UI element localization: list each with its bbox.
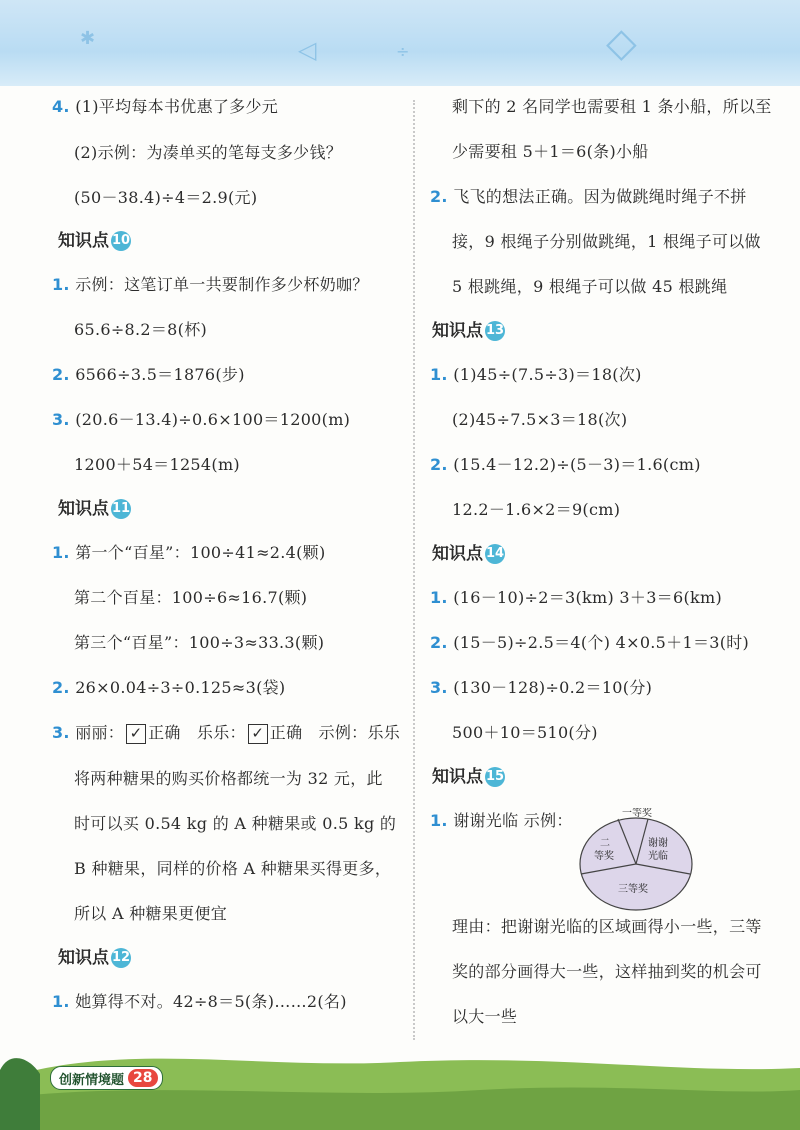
question-number: 1.: [430, 365, 448, 384]
question-number: 2.: [52, 678, 70, 697]
footer-section-label: 创新情境题: [59, 1072, 125, 1088]
k13-q1: [430, 365, 780, 385]
question-number: 2.: [430, 455, 448, 474]
section-number-badge: 11: [111, 499, 131, 519]
answer-text: 示例：乐乐: [318, 723, 401, 742]
answer-text: (20.6－13.4)÷0.6×100＝1200(m): [75, 410, 351, 429]
answer-text: 乐乐：: [196, 723, 246, 742]
question-number: 2.: [52, 365, 70, 384]
section-number-badge: 14: [485, 544, 505, 564]
answer-text: 正确: [269, 723, 303, 742]
section-heading-13: [432, 320, 780, 342]
k11-q1: [52, 543, 402, 563]
k10-q3-calc: 1200＋54＝1254(m): [74, 455, 240, 474]
answer-text: 她算得不对。42÷8＝5(条)……2(名): [75, 991, 347, 1011]
answer-2-line-2: 接，9 根绳子分别做跳绳，1 根绳子可以做: [452, 232, 761, 251]
k11-q2: [52, 678, 402, 698]
k15-reason-line-2: 奖的部分画得大一些，这样抽到奖的机会可: [452, 962, 762, 981]
question-number: 2.: [430, 633, 448, 652]
answer-text: (130－128)÷0.2＝10(分): [453, 678, 653, 697]
k13-q1-line-2: (2)45÷7.5×3＝18(次): [452, 410, 628, 429]
answer-2: [430, 187, 780, 207]
k10-q3: [52, 410, 402, 430]
answer-text: (15－5)÷2.5＝4(个) 4×0.5＋1＝3(时): [453, 633, 750, 652]
question-number: 1.: [52, 275, 70, 294]
k14-q2: [430, 633, 780, 653]
section-heading-label: 知识点: [432, 321, 483, 341]
checkmark-icon: ✓: [248, 724, 268, 744]
answer-text: (1)45÷(7.5÷3)＝18(次): [453, 365, 642, 384]
section-heading-label: 知识点: [432, 544, 483, 564]
answer-text: (16－10)÷2＝3(km) 3＋3＝6(km): [453, 588, 722, 607]
section-heading-label: 知识点: [58, 947, 109, 968]
answer-text: 飞飞的想法正确。因为做跳绳时绳子不拼: [453, 187, 747, 206]
section-heading-10: [58, 230, 402, 252]
k11-q3-line-4: B 种糖果，同样的价格 A 种糖果买得更多，: [74, 858, 392, 878]
prize-wheel-diagram: [578, 808, 698, 912]
section-heading-11: [58, 498, 402, 520]
answer-text: 第一个“百星”：100÷41≈2.4(颗): [75, 543, 326, 562]
k11-q1-line-2: 第二个百星：100÷6≈16.7(颗): [74, 588, 308, 607]
section-heading-12: [58, 947, 402, 969]
question-number: 3.: [52, 410, 70, 429]
section-number-badge: 15: [485, 767, 505, 787]
question-number: 1.: [52, 543, 70, 562]
left-column: [52, 92, 402, 1012]
k14-q1: [430, 588, 780, 608]
k15-reason-line-1: 理由：把谢谢光临的区域画得小一些，三等: [452, 917, 762, 936]
k15-reason-line-3: 以大一些: [452, 1007, 518, 1026]
k14-q3: [430, 678, 780, 698]
question-number: 2.: [430, 187, 448, 206]
k11-q1-line-3: 第三个“百星”：100÷3≈33.3(颗): [74, 633, 325, 652]
section-heading-label: 知识点: [58, 231, 109, 251]
answer-2-line-3: 5 根跳绳，9 根绳子可以做 45 根跳绳: [452, 277, 728, 296]
question-number: 1.: [52, 991, 70, 1011]
checkmark-icon: ✓: [126, 724, 146, 744]
section-heading-label: 知识点: [432, 767, 483, 787]
section-heading-15: [432, 766, 780, 788]
decorative-triangle-icon: ◁: [298, 36, 317, 64]
answer-text: 26×0.04÷3÷0.125≈3(袋): [75, 678, 286, 697]
decorative-star-icon: ✱: [80, 28, 96, 49]
hill-shape: [0, 1087, 800, 1130]
k10-q1: [52, 275, 402, 295]
answer-text: 示例：这笔订单一共要制作多少杯奶咖？: [75, 275, 369, 294]
section-heading-label: 知识点: [58, 499, 109, 519]
k10-q1-calc: 65.6÷8.2＝8(杯): [74, 320, 208, 339]
wheel-label-first: 一等奖: [622, 808, 652, 819]
wheel-label-second: 二: [600, 838, 610, 849]
wheel-label-third: 三等奖: [618, 884, 648, 895]
page-number: 28: [128, 1069, 157, 1087]
column-divider: [413, 100, 417, 1040]
question-number: 3.: [430, 678, 448, 697]
k11-q3-line-2: 将两种糖果的购买价格都统一为 32 元，此: [74, 768, 383, 788]
question-number: 1.: [430, 811, 448, 830]
decorative-diamond-icon: ◇: [606, 20, 637, 66]
page-footer-label: [50, 1066, 163, 1090]
section-number-badge: 10: [111, 231, 131, 251]
continued-answer-line-1: 剩下的 2 名同学也需要租 1 条小船，所以至: [452, 97, 772, 116]
answer-4-line-2: (2)示例：为凑单买的笔每支多少钱？: [74, 143, 343, 162]
k13-q2-line-2: 12.2－1.6×2＝9(cm): [452, 500, 621, 519]
k11-q3-line-5: 所以 A 种糖果更便宜: [74, 903, 228, 923]
answer-text: (1)平均每本书优惠了多少元: [75, 97, 279, 116]
wheel-label-second: 等奖: [594, 851, 614, 862]
section-number-badge: 13: [485, 321, 505, 341]
answer-text: 丽丽：: [75, 723, 125, 742]
answer-text: (15.4－12.2)÷(5－3)＝1.6(cm): [453, 455, 701, 474]
prize-wheel-svg: [578, 808, 698, 912]
k13-q2: [430, 455, 780, 475]
question-number: 4.: [52, 97, 70, 116]
k10-q2: [52, 365, 402, 385]
answer-4-line-1: [52, 97, 402, 117]
k12-q1: [52, 992, 402, 1012]
question-number: 3.: [52, 723, 70, 742]
continued-answer-line-2: 少需要租 5＋1＝6(条)小船: [452, 142, 649, 161]
decorative-plus-icon: ÷: [396, 42, 410, 61]
k11-q3-line-3: 时可以买 0.54 kg 的 A 种糖果或 0.5 kg 的: [74, 813, 397, 833]
bush-shape: [0, 1058, 40, 1130]
k11-q3: [52, 723, 402, 744]
section-heading-14: [432, 543, 780, 565]
answer-4-line-3: (50－38.4)÷4＝2.9(元): [74, 188, 258, 207]
answer-text: 谢谢光临 示例：: [453, 811, 573, 830]
section-number-badge: 12: [111, 948, 131, 968]
question-number: 1.: [430, 588, 448, 607]
answer-text: 正确: [148, 723, 181, 742]
wheel-label-thanks: 光临: [648, 851, 668, 862]
answer-text: 6566÷3.5＝1876(步): [75, 365, 245, 384]
header-decoration-band: [0, 0, 800, 86]
k14-q3-line-2: 500＋10＝510(分): [452, 723, 598, 742]
wheel-label-thanks: 谢谢: [648, 838, 668, 849]
